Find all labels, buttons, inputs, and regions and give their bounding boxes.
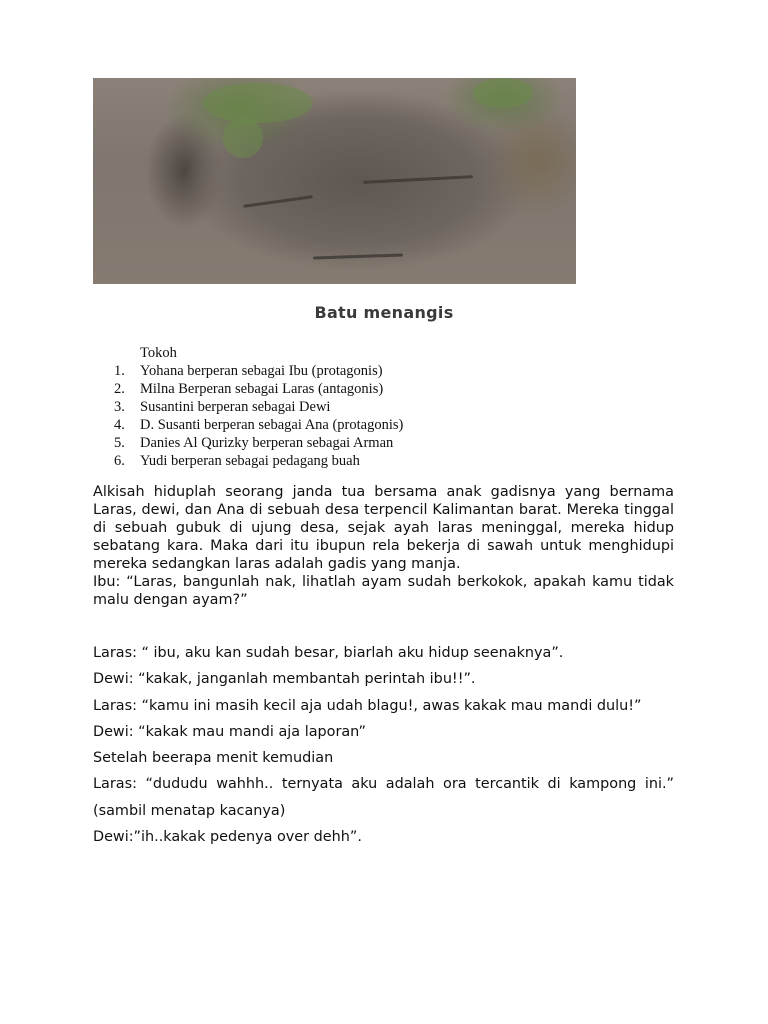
narration-block bbox=[93, 483, 674, 609]
cast-item-number: 1. bbox=[114, 363, 125, 379]
cast-item-number: 6. bbox=[114, 453, 125, 469]
grass-patch bbox=[223, 118, 263, 158]
cast-item-number: 3. bbox=[114, 399, 125, 415]
dialog-line: Dewi:”ih..kakak pedenya over dehh”. bbox=[93, 829, 362, 846]
cast-item-number: 4. bbox=[114, 417, 125, 433]
dialog-line: Laras: “dududu wahhh.. ternyata aku adalah ora tercantik di kampong ini.” (sambil menatap kacanya) bbox=[93, 776, 674, 819]
rock-crack bbox=[243, 195, 313, 208]
cast-list bbox=[114, 344, 403, 470]
cast-item-text: Yohana berperan sebagai Ibu (protagonis) bbox=[140, 363, 383, 379]
cast-item-text: Susantini berperan sebagai Dewi bbox=[140, 399, 331, 415]
cast-heading: Tokoh bbox=[140, 345, 177, 361]
cast-item bbox=[114, 380, 403, 398]
dialog-line: Setelah beerapa menit kemudian bbox=[93, 750, 334, 767]
cast-item-text: Danies Al Qurizky berperan sebagai Arman bbox=[140, 435, 394, 451]
cast-item-number: 5. bbox=[114, 435, 125, 451]
rock-crack bbox=[363, 175, 473, 184]
cast-item-text: D. Susanti berperan sebagai Ana (protagonis) bbox=[140, 417, 404, 433]
cast-item-text: Yudi berperan sebagai pedagang buah bbox=[140, 453, 360, 469]
cast-items bbox=[114, 362, 403, 470]
cast-item bbox=[114, 452, 403, 470]
cast-item-number: 2. bbox=[114, 381, 125, 397]
cast-item bbox=[114, 416, 403, 434]
dialog-line: Laras: “ ibu, aku kan sudah besar, biarlah aku hidup seenaknya”. bbox=[93, 645, 564, 661]
dialog-line: Dewi: “kakak, janganlah membantah perintah ibu!!”. bbox=[93, 671, 476, 688]
batu-menangis-photo bbox=[93, 78, 576, 284]
document-title: Batu menangis bbox=[314, 303, 454, 322]
dialog-line: Dewi: “kakak mau mandi aja laporan” bbox=[93, 723, 366, 740]
cast-item bbox=[114, 398, 403, 416]
grass-patch bbox=[473, 78, 533, 108]
dialog-line: Laras: “kamu ini masih kecil aja udah blagu!, awas kakak mau mandi dulu!” bbox=[93, 697, 642, 714]
narration-paragraph: Ibu: “Laras, bangunlah nak, lihatlah ayam sudah berkokok, apakah kamu tidak malu dengan ayam?” bbox=[93, 574, 674, 608]
cast-item-text: Milna Berperan sebagai Laras (antagonis) bbox=[140, 381, 384, 397]
narration-paragraph: Alkisah hiduplah seorang janda tua bersama anak gadisnya yang bernama Laras, dewi, dan Ana di sebuah desa terpencil Kalimantan barat. Mereka tinggal di sebuah gubuk di ujung desa, sejak ayah laras meninggal, mereka hidup sebatang kara. Maka dari itu ibupun rela bekerja di sawah untuk menghidupi mereka sedangkan laras adalah gadis yang manja. bbox=[93, 484, 674, 572]
cast-item bbox=[114, 434, 403, 452]
rock-crack bbox=[313, 253, 403, 259]
cast-item bbox=[114, 362, 403, 380]
grass-patch bbox=[203, 83, 313, 123]
dialog-block bbox=[93, 640, 674, 850]
